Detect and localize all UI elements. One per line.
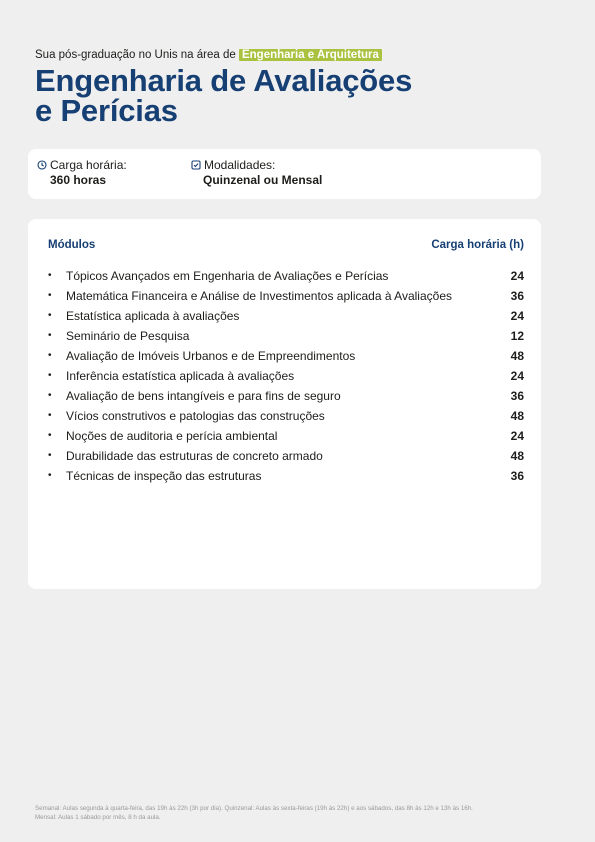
bullet: • [48,470,52,481]
module-row [48,426,524,446]
bullet: • [48,290,52,301]
bullet: • [48,410,52,421]
module-hours: 48 [510,349,524,363]
module-name: Vícios construtivos e patologias das construções [66,409,325,423]
module-name: Estatística aplicada à avaliações [66,309,240,323]
modules-list [48,266,524,486]
bullet: • [48,350,52,361]
bullet: • [48,430,52,441]
module-hours: 48 [510,449,524,463]
bullet: • [48,270,52,281]
clock-icon [37,160,47,170]
module-row [48,306,524,326]
bullet: • [48,330,52,341]
module-hours: 36 [510,469,524,483]
module-name: Avaliação de Imóveis Urbanos e de Empreendimentos [66,349,356,363]
course-info-card [28,149,541,199]
module-name: Avaliação de bens intangíveis e para fins de seguro [66,389,341,403]
modalidades-value: Quinzenal ou Mensal [203,173,323,187]
module-name: Técnicas de inspeção das estruturas [66,469,262,483]
area-tag: Engenharia e Arquitetura [239,49,382,61]
module-name: Seminário de Pesquisa [66,329,190,343]
carga-label: Carga horária: [50,158,127,172]
carga-horaria-info [37,158,127,187]
bullet: • [48,310,52,321]
module-row [48,346,524,366]
title-line-1: Engenharia de Avaliações [35,63,413,98]
module-hours: 36 [510,389,524,403]
bullet: • [48,450,52,461]
modalidades-info [191,158,322,187]
module-row [48,366,524,386]
module-hours: 24 [510,269,524,283]
module-row [48,386,524,406]
module-row [48,406,524,426]
modules-header [48,239,524,251]
module-row [48,466,524,486]
intro-label: Sua pós-graduação no Unis na área de [35,49,236,61]
module-row [48,266,524,286]
module-hours: 24 [510,369,524,383]
bullet: • [48,370,52,381]
title-line-2: e Perícias [35,93,178,128]
page-header [35,48,555,126]
intro-text [35,48,555,62]
checkbox-icon [191,160,201,170]
module-name: Durabilidade das estruturas de concreto armado [66,449,323,463]
page-title [35,63,555,128]
module-hours: 12 [510,329,524,343]
module-hours: 36 [510,289,524,303]
module-hours: 48 [510,409,524,423]
carga-value: 360 horas [50,173,107,187]
col-modules: Módulos [48,239,96,251]
bullet: • [48,390,52,401]
footnote-line-2: Mensal: Aulas 1 sábado por mês, 8 h da aula. [35,814,161,821]
col-hours: Carga horária (h) [431,239,524,251]
modules-card [28,219,541,589]
module-name: Noções de auditoria e perícia ambiental [66,429,278,443]
module-name: Inferência estatística aplicada à avaliações [66,369,295,383]
module-row [48,326,524,346]
module-hours: 24 [510,429,524,443]
module-name: Matemática Financeira e Análise de Investimentos aplicada à Avaliações [66,289,452,303]
footnote [35,804,555,822]
module-name: Tópicos Avançados em Engenharia de Avaliações e Perícias [66,269,389,283]
footnote-line-1: Semanal: Aulas segunda à quarta-feira, das 19h às 22h (3h por dia). Quinzenal: Aulas às sexta-feiras (19h às 22h) e aos sábados, das 8h às 12h e 13h às 16h. [35,805,473,812]
module-row [48,286,524,306]
module-row [48,446,524,466]
modalidades-label: Modalidades: [204,158,276,172]
module-hours: 24 [510,309,524,323]
